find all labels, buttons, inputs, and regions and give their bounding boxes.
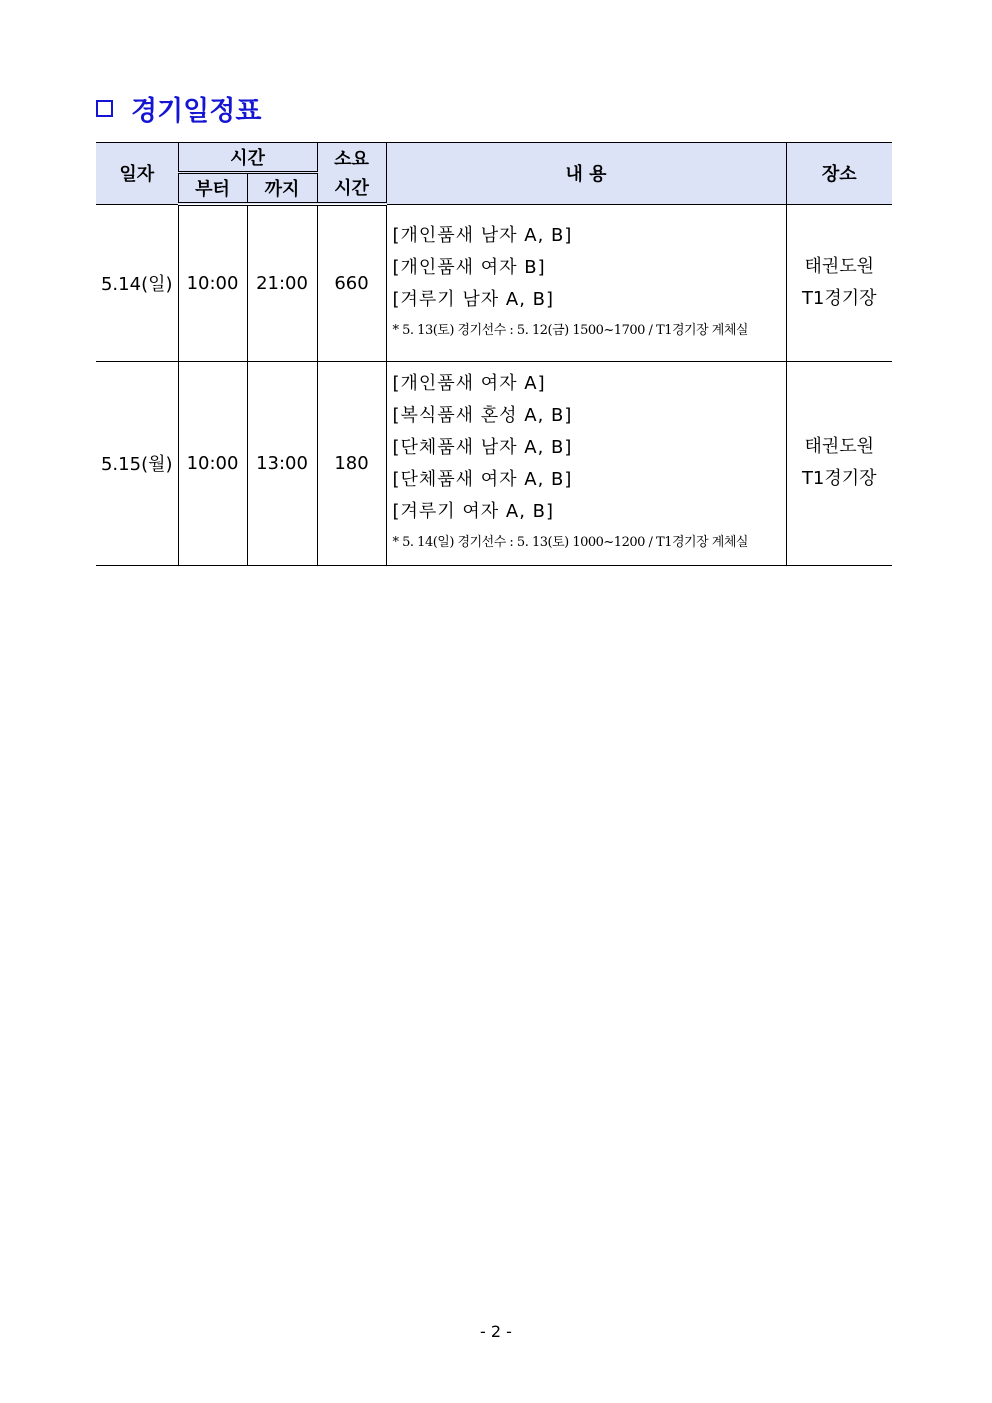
page-number: - 2 - [480,1322,512,1341]
square-bullet-icon [96,100,113,117]
from-cell: 10:00 [178,361,247,565]
event-line: [복식품새 혼성 A, B] [392,405,573,426]
to-cell: 21:00 [247,204,317,361]
from-cell: 10:00 [178,204,247,361]
content-cell [386,361,786,565]
to-cell: 13:00 [247,361,317,565]
date-cell: 5.15(월) [96,361,178,565]
event-line: [겨루기 여자 A, B] [392,501,555,522]
header-date: 일자 [96,143,178,205]
venue-arena: T1경기장 [801,468,877,489]
header-to: 까지 [247,173,317,205]
venue-name: 태권도원 [804,436,875,457]
venue-arena: T1경기장 [801,287,877,309]
venue-name: 태권도원 [804,255,875,277]
event-line: [개인품새 여자 A] [392,373,546,394]
event-line: [단체품새 여자 A, B] [392,469,573,490]
header-duration-bottom: 시간 [317,173,386,205]
date-cell: 5.14(일) [96,204,178,361]
duration-cell: 180 [317,361,386,565]
event-line: [개인품새 여자 B] [392,256,546,278]
header-venue: 장소 [786,143,892,205]
table-row [96,204,892,361]
venue-cell [786,361,892,565]
event-line: [개인품새 남자 A, B] [392,224,573,246]
section-title: 경기일정표 [131,95,262,127]
event-line: [겨루기 남자 A, B] [392,288,555,310]
header-content: 내 용 [386,143,786,205]
weigh-in-note: * 5. 14(일) 경기선수 : 5. 13(토) 1000~1200 / T1경기장 계체실 [392,535,748,550]
weigh-in-note: * 5. 13(토) 경기선수 : 5. 12(금) 1500~1700 / T1경기장 계체실 [392,322,748,338]
duration-cell: 660 [317,204,386,361]
event-line: [단체품새 남자 A, B] [392,437,573,458]
header-duration-top: 소요 [317,143,386,173]
header-from: 부터 [178,173,247,205]
venue-cell [786,204,892,361]
header-time: 시간 [178,143,317,173]
schedule-table [96,142,892,566]
section-heading [96,88,261,128]
content-cell [386,204,786,361]
table-row [96,361,892,565]
